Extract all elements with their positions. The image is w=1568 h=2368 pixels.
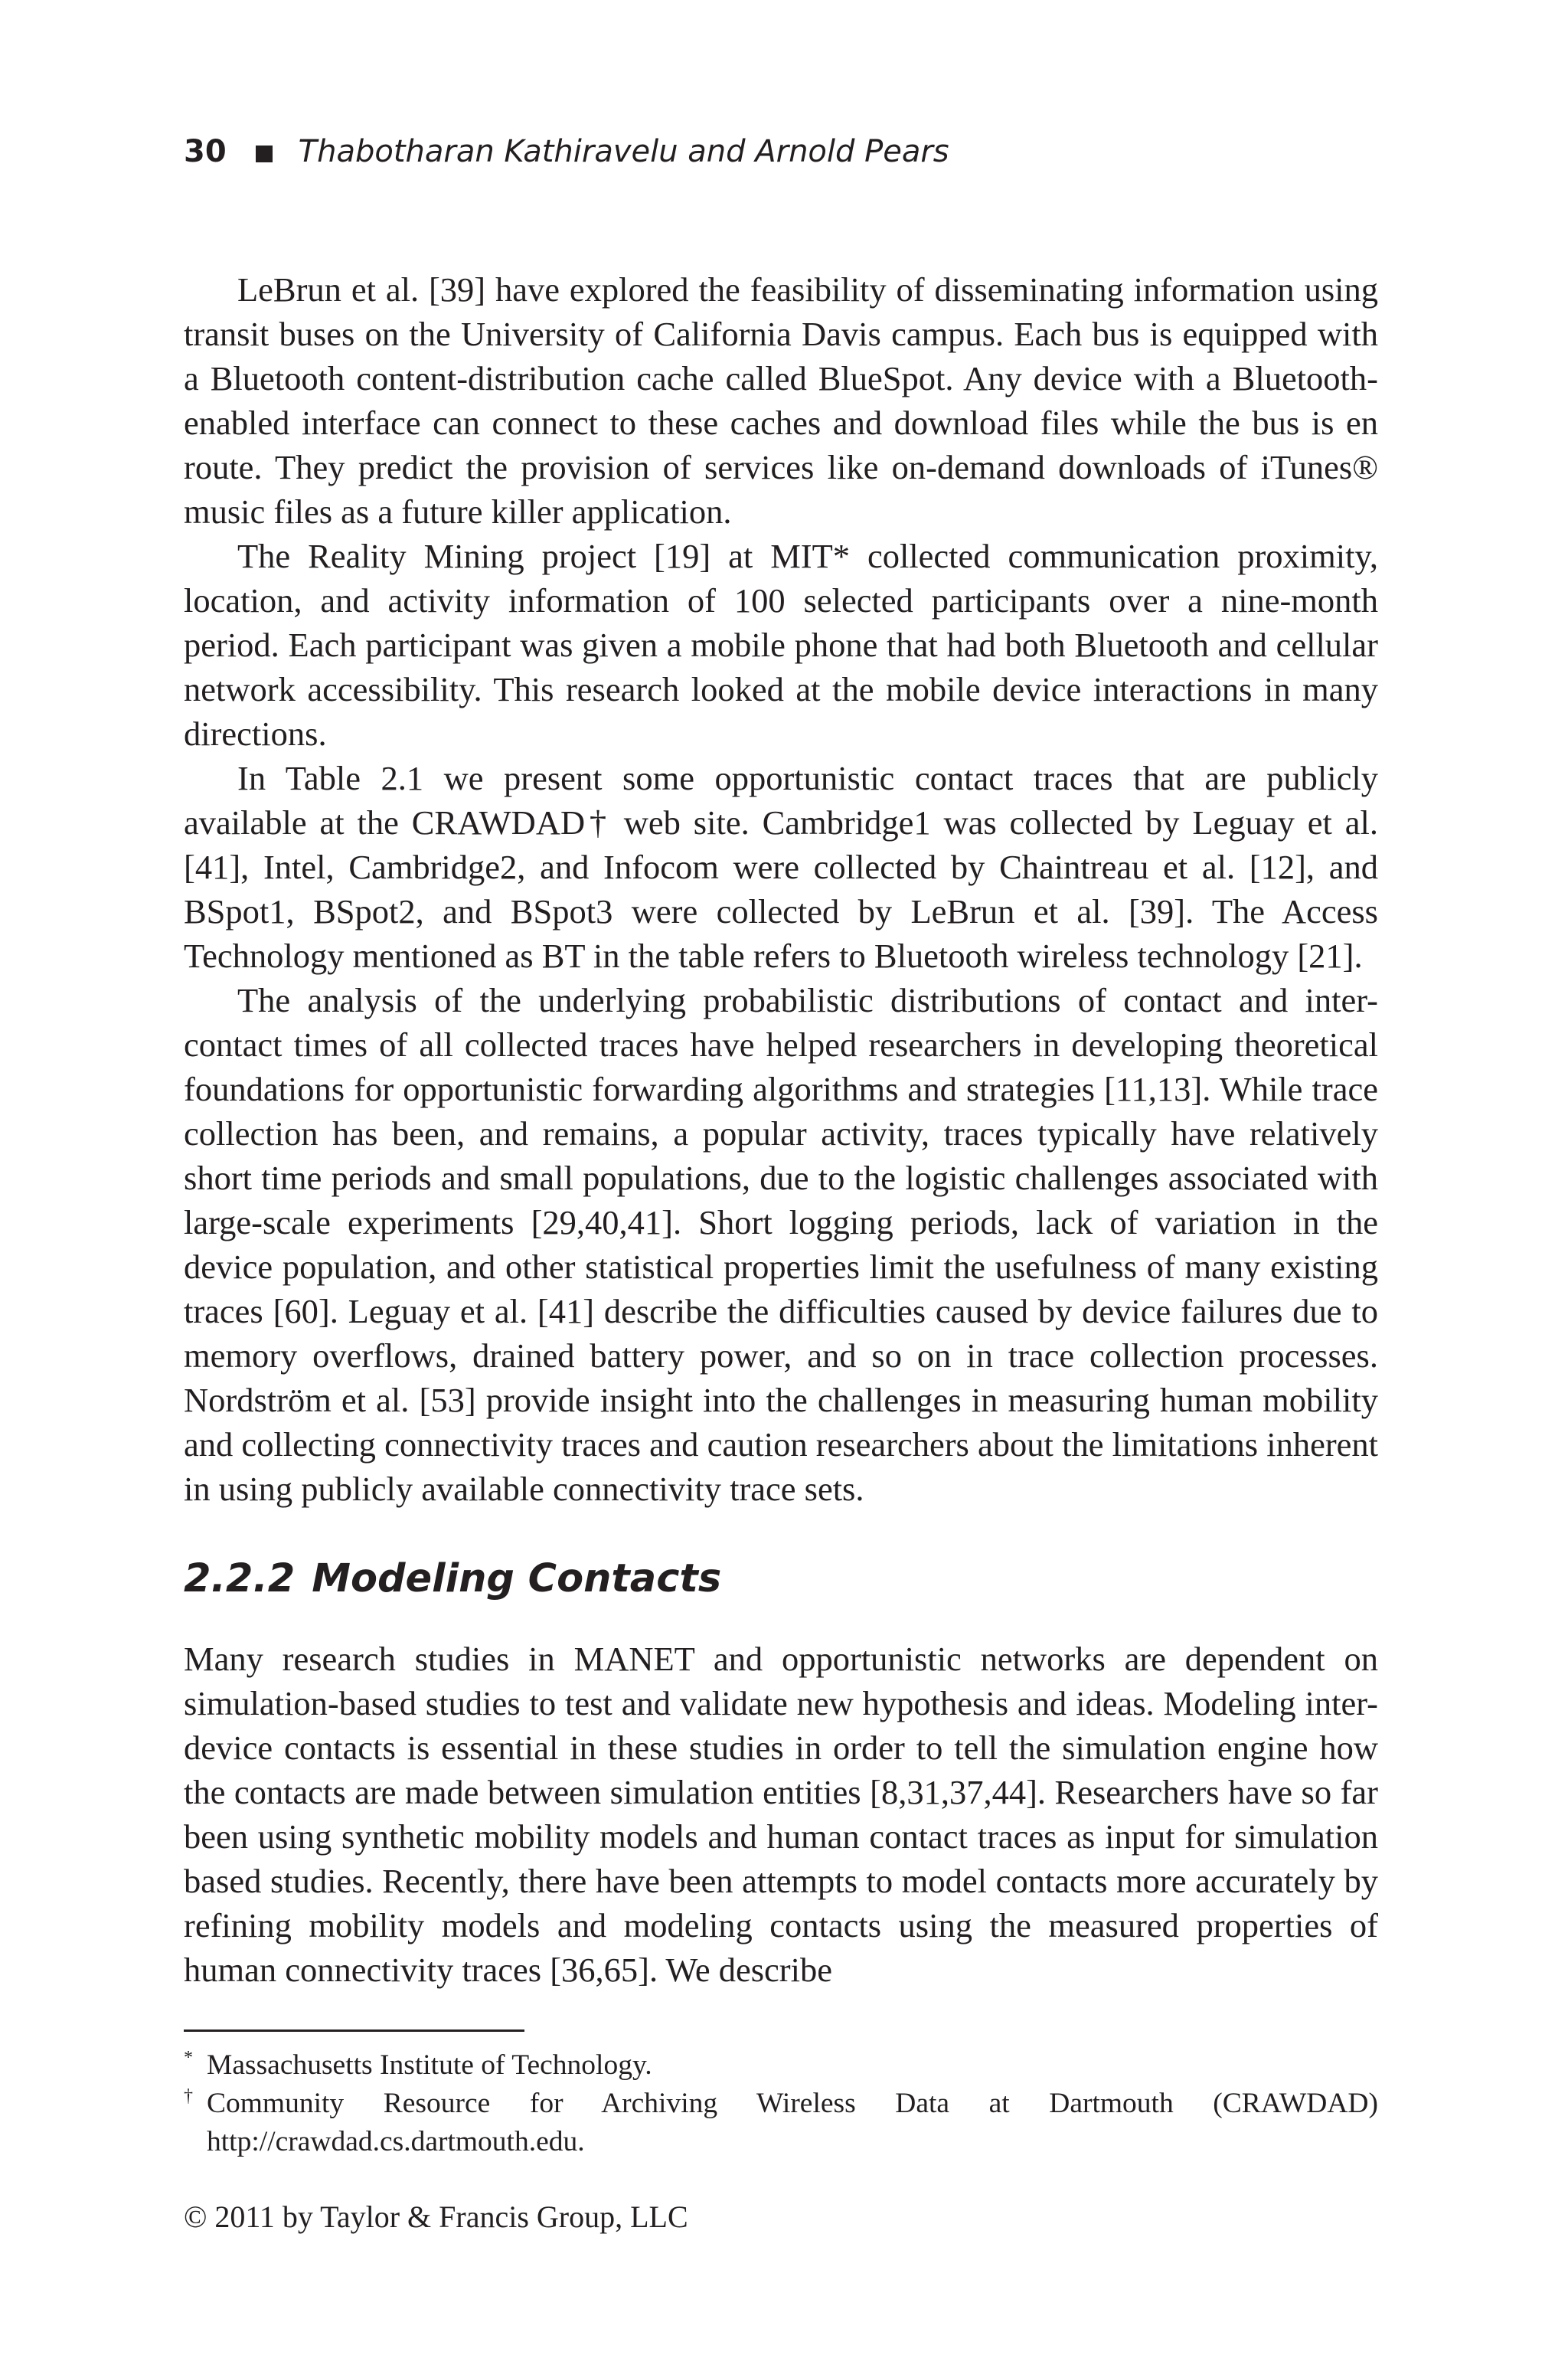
body-text [184, 267, 1378, 1511]
paragraph: The analysis of the underlying probabilistic distributions of contact and inter-contact times of all collected traces have helped researchers in developing theoretical foundations for opportunistic forwarding algorithms and strategies [11,13]. While trace collection has been, and remains, a popular activity, traces typically have relatively short time periods and small populations, due to the logistic challenges associated with large-scale experiments [29,40,41]. Short logging periods, lack of variation in the device population, and other statistical properties limit the usefulness of many existing traces [60]. Leguay et al. [41] describe the difficulties caused by device failures due to memory overflows, drained battery power, and so on in trace collection processes. Nordström et al. [53] provide insight into the challenges in measuring human mobility and collecting connectivity traces and caution researchers about the limitations inherent in using publicly available connectivity trace sets. [184, 981, 1378, 1508]
footnote-text: Community Resource for Archiving Wireless Data at Dartmouth (CRAWDAD) http://crawdad.cs.dartmouth.edu. [207, 2088, 1378, 2157]
footnote-text: Massachusetts Institute of Technology. [207, 2049, 652, 2081]
footnote-mark: * [184, 2048, 193, 2068]
copyright-notice: © 2011 by Taylor & Francis Group, LLC [184, 2200, 688, 2234]
footnote [184, 2046, 1378, 2085]
running-head [184, 136, 949, 167]
section-body [184, 1637, 1378, 1992]
footnote [184, 2085, 1378, 2161]
running-head-authors: Thabotharan Kathiravelu and Arnold Pears [298, 134, 949, 169]
section-title: Modeling Contacts [312, 1556, 722, 1601]
section-number: 2.2.2 [184, 1556, 296, 1601]
paragraph: The Reality Mining project [19] at MIT* collected communication proximity, location, and activity information of 100 selected participants over a nine-month period. Each participant was given a mobile phone that had both Bluetooth and cellular network accessibility. This research looked at the mobile device interactions in many directions. [184, 537, 1378, 753]
paragraph: In Table 2.1 we present some opportunistic contact traces that are publicly available at the CRAWDAD† web site. Cambridge1 was collected by Leguay et al. [41], Intel, Cambridge2, and Infocom were collected by Chaintreau et al. [12], and BSpot1, BSpot2, and BSpot3 were collected by LeBrun et al. [39]. The Access Technology mentioned as BT in the table refers to Bluetooth wireless technology [21]. [184, 759, 1378, 975]
square-bullet-icon [256, 146, 273, 162]
paragraph: Many research studies in MANET and opportunistic networks are dependent on simulation-based studies to test and validate new hypothesis and ideas. Modeling inter-device contacts is essential in these studies in order to tell the simulation engine how the contacts are made between simulation entities [8,31,37,44]. Researchers have so far been using synthetic mobility models and human contact traces as input for simulation based studies. Recently, there have been attempts to model contacts more accurately by refining mobility models and modeling contacts using the measured properties of human connectivity traces [36,65]. We describe [184, 1640, 1378, 1989]
book-page [184, 0, 1378, 2368]
footnotes [184, 2046, 1378, 2161]
page-number: 30 [184, 134, 227, 169]
section-heading [184, 1556, 722, 1601]
footnote-mark: † [184, 2086, 193, 2106]
paragraph: LeBrun et al. [39] have explored the feasibility of disseminating information using transit buses on the University of California Davis campus. Each bus is equipped with a Bluetooth content-distribution cache called BlueSpot. Any device with a Bluetooth-enabled interface can connect to these caches and download files while the bus is en route. They predict the provision of services like on-demand downloads of iTunes® music files as a future killer application. [184, 270, 1378, 531]
footnote-rule [184, 2029, 524, 2032]
